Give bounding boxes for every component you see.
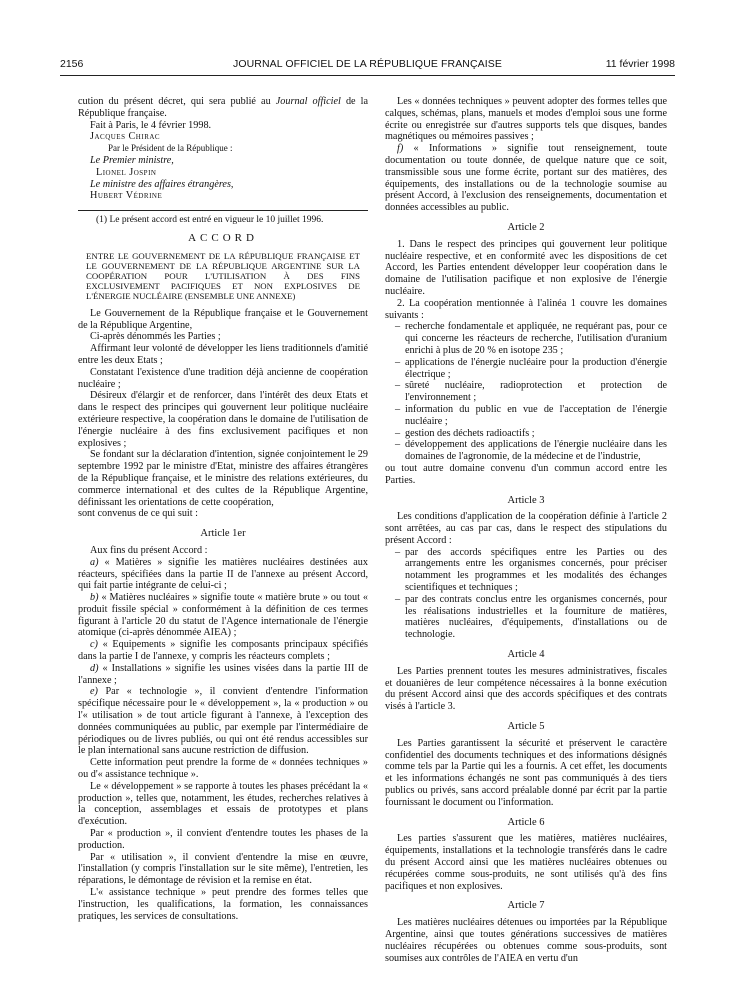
journal-title: JOURNAL OFFICIEL DE LA RÉPUBLIQUE FRANÇAISE xyxy=(233,58,502,70)
page-number: 2156 xyxy=(60,58,84,70)
signatory-jospin: Lionel Jospin xyxy=(96,166,157,178)
article-1-f: f) « Informations » signifie tout renseignement, toute documentation ou toute donnée, de quelque nature que ce soit, transmissible sous une forme écrite, portant sur des matières, des équipements, des installations ou de la technologie soumise au présent Accord, à l'exclusion des renseignements, documentation et données accessibles au public. xyxy=(385,143,667,214)
article-3-heading: Article 3 xyxy=(507,494,545,506)
article-7-heading: Article 7 xyxy=(507,900,545,912)
decree-closing: cution du présent décret, qui sera publié au Journal officiel de la République française. xyxy=(78,96,368,119)
page-header xyxy=(60,58,675,74)
article-7-p: Les matières nucléaires détenues ou importées par la République Argentine, ainsi que toutes générations successives de matières nucléaires récupérées ou obtenues comme sous-produits, sont soumises aux contrôles de l'AIEA en vertu d'un xyxy=(385,917,667,964)
article-6-heading: Article 6 xyxy=(507,816,545,828)
header-rule xyxy=(60,75,675,76)
signatory-vedrine: Hubert Védrine xyxy=(90,190,163,202)
article-5-heading: Article 5 xyxy=(507,721,545,733)
preamble-p3: Affirmant leur volonté de développer les liens traditionnels d'amitié entre les deux Etats ; xyxy=(78,343,368,366)
preamble-p7: sont convenus de ce qui suit : xyxy=(78,508,198,520)
list-item: – applications de l'énergie nucléaire pour la production d'énergie électrique ; xyxy=(397,357,667,381)
list-item: – sûreté nucléaire, radioprotection et protection de l'environnement ; xyxy=(397,380,667,404)
signed-paris: Fait à Paris, le 4 février 1998. xyxy=(90,119,212,131)
article-1-e: e) Par « technologie », il convient d'entendre l'information spécifique nécessaire pour le « développement », la « production » ou l'« utilisation » de tout article figurant à l'annexe, à l'exception des données communiquées au public, par exemple par l'intermédiaire de périodiques ou de livres publiés, ou qui ont été rendus accessibles sur le plan international sans aucune restriction de diffusion. xyxy=(78,686,368,757)
article-1-e-development: Le « développement » se rapporte à toutes les phases précédant la « production », telles que, notamment, les études, recherches relatives à la conception, assemblages et essais de prototypes et plans d'exécution. xyxy=(78,780,368,828)
article-2-p2: 2. La coopération mentionnée à l'alinéa 1 couvre les domaines suivants : xyxy=(385,297,667,321)
left-column xyxy=(78,96,368,984)
prime-minister-title: Le Premier ministre, xyxy=(90,154,174,166)
list-item: – par des contrats conclus entre les organismes concernés, pour les réalisations industrielles et la fourniture de matières, matières nucléaires, d'équipements, d'installations ou de technologie. xyxy=(397,594,667,641)
footnote-entry-into-force: (1) Le présent accord est entré en vigueur le 10 juillet 1996. xyxy=(96,215,324,226)
article-4-heading: Article 4 xyxy=(507,649,545,661)
issue-date: 11 février 1998 xyxy=(605,58,675,70)
preamble-p6: Se fondant sur la déclaration d'intention, signée conjointement le 29 septembre 1992 par le ministre d'Etat, ministre des affaires étrangères de la République française, et le ministre des relations extérieures, du commerce international et des cultes de la République Argentine, définissant les orientations de cette coopération, xyxy=(78,449,368,508)
article-2-domains-list xyxy=(385,321,667,463)
article-1-d: d) « Installations » signifie les usines visées dans la partie III de l'annexe ; xyxy=(78,662,368,686)
accord-heading: ACCORD xyxy=(188,231,258,244)
article-1-heading: Article 1er xyxy=(200,528,246,540)
article-2-end: ou tout autre domaine convenu d'un commun accord entre les Parties. xyxy=(385,462,667,486)
footnote-rule xyxy=(78,210,368,211)
article-1-intro: Aux fins du présent Accord : xyxy=(90,544,208,556)
article-5-p: Les Parties garantissent la sécurité et préservent le caractère confidentiel des documents techniques et des informations désignés comme tels par la Partie qui les a fournis. A cet effet, les documents et les informations échangés ne sont pas communiqués à des tiers publics ou privés, sans accord préalable donné par écrit par la partie fournissant le document ou l'information. xyxy=(385,737,667,808)
article-1-c: c) « Equipements » signifie les composants principaux spécifiés dans la partie I de l'annexe, y compris les réacteurs complets ; xyxy=(78,639,368,663)
article-1-b: b) « Matières nucléaires » signifie toute « matière brute » ou tout « produit fissile spécial » conformément à la définition de ces termes figurant à l'article 20 du statut de l'Agence internationale de l'énergie atomique (ci-après dénommée AIEA) ; xyxy=(78,592,368,639)
signatory-chirac: Jacques Chirac xyxy=(90,131,161,143)
by-the-president: Par le Président de la République : xyxy=(108,143,233,154)
article-3-list xyxy=(385,547,667,641)
list-item: – par des accords spécifiques entre les Parties ou des arrangements entre les organismes concernés, pour préciser notamment les programmes et les modalités des échanges scientifiques et techniques ; xyxy=(397,547,667,594)
article-1-e-assistance: L'« assistance technique » peut prendre des formes telles que l'instruction, les qualifications, la formation, les connaissances pratiques, les services de consultations. xyxy=(78,887,368,922)
accord-full-title: ENTRE LE GOUVERNEMENT DE LA RÉPUBLIQUE FRANÇAISE ET LE GOUVERNEMENT DE LA RÉPUBLIQUE ARGENTINE SUR LA COOPÉRATION POUR L'UTILISATION À DES FINS EXCLUSIVEMENT PACIFIQUES ET NON EXPLOSIVES DE L'ÉNERGIE NUCLÉAIRE (ENSEMBLE UNE ANNEXE) xyxy=(86,250,360,301)
article-2-p1: 1. Dans le respect des principes qui gouvernent leur politique nucléaire respective, et en conformité avec les dispositions de cet Accord, les Parties entendent développer leur coopération dans le domaine de l'utilisation pacifique et non explosive de l'énergie nucléaire. xyxy=(385,238,667,297)
foreign-minister-title: Le ministre des affaires étrangères, xyxy=(90,178,234,190)
article-2-heading: Article 2 xyxy=(507,221,545,233)
list-item: – gestion des déchets radioactifs ; xyxy=(397,428,667,440)
preamble-p1: Le Gouvernement de la République française et le Gouvernement de la République Argentine, xyxy=(78,307,368,331)
list-item: – recherche fondamentale et appliquée, ne requérant pas, pour ce qui concerne les réacteurs de recherche, l'utilisation d'uranium enrichi à plus de 20 % en isotope 235 ; xyxy=(397,321,667,356)
right-column xyxy=(385,96,667,984)
article-6-p: Les parties s'assurent que les matières, matières nucléaires, équipements, installations et la technologie transférés dans le cadre du présent Accord ainsi que les matières nucléaires obtenues ou récupérées comme sous-produits, ne sont utilisés qu'à des fins pacifiques et non explosives. xyxy=(385,833,667,892)
article-1-e-production: Par « production », il convient d'entendre toutes les phases de la production. xyxy=(78,828,368,851)
list-item: – développement des applications de l'énergie nucléaire dans les domaines de l'agronomie, de la médecine et de l'industrie, xyxy=(397,439,667,463)
article-1-e-use: Par « utilisation », il convient d'entendre la mise en œuvre, l'installation (y compris l'installation sur le site même), l'entretien, les réparations, le démontage de révision et la remise en état. xyxy=(78,851,368,887)
preamble-p4: Constatant l'existence d'une tradition déjà ancienne de coopération nucléaire ; xyxy=(78,366,368,390)
preamble-p2: Ci-après dénommés les Parties ; xyxy=(90,331,221,343)
article-4-p: Les Parties prennent toutes les mesures administratives, fiscales et douanières de leur compétence nécessaires à la bonne exécution du présent Accord ainsi que des accords spécifiques et des contrats visés à l'article 3. xyxy=(385,665,667,713)
technical-data-paragraph: Les « données techniques » peuvent adopter des formes telles que calques, schémas, plans, manuels et modes d'emploi sous une forme écrite ou enregistrée sur d'autres supports tels que disques, bandes magnétiques ou mémoires passives ; xyxy=(385,96,667,143)
article-1-a: a) « Matières » signifie les matières nucléaires destinées aux réacteurs, spécifiées dans la partie II de l'annexe au présent Accord, qui fait partie intégrante de celui-ci ; xyxy=(78,556,368,592)
preamble-p5: Désireux d'élargir et de renforcer, dans l'intérêt des deux Etats et dans le respect des principes qui gouvernent leur politique nucléaire extérieure respective, la coopération dans le domaine de l'utilisation de l'énergie nucléaire à des fins exclusivement pacifiques et non explosives ; xyxy=(78,390,368,449)
article-1-e-forms: Cette information peut prendre la forme de « données techniques » ou d'« assistance technique ». xyxy=(78,757,368,781)
list-item: – information du public en vue de l'acceptation de l'énergie nucléaire ; xyxy=(397,404,667,428)
article-3-p: Les conditions d'application de la coopération définie à l'article 2 sont arrêtées, au cas par cas, dans le respect des stipulations du présent Accord : xyxy=(385,511,667,546)
